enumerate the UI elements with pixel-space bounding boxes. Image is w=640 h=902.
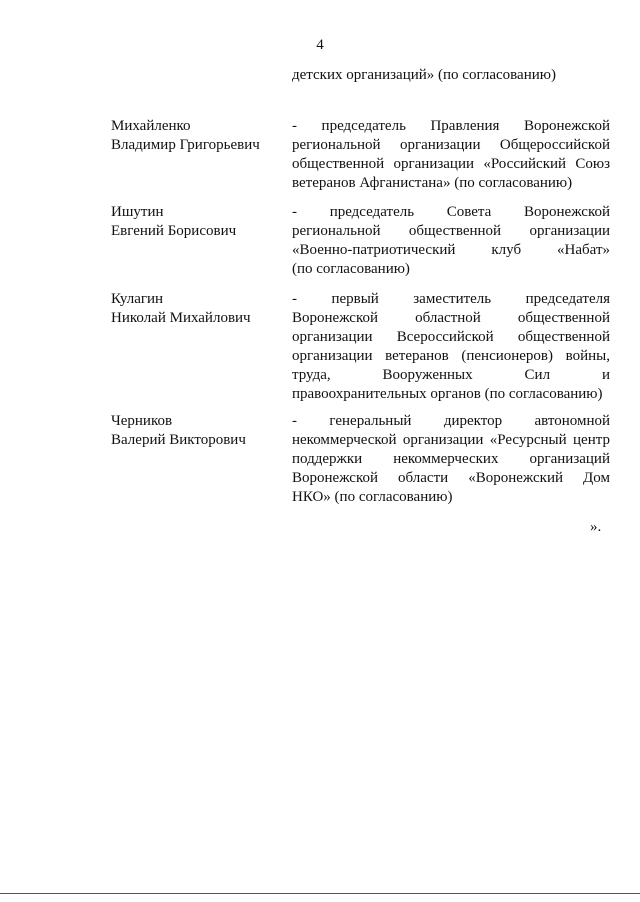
member-description bbox=[292, 117, 610, 193]
description-word: Воронежской bbox=[292, 310, 378, 326]
description-line bbox=[292, 260, 610, 279]
member-given-name: Николай Михайлович bbox=[111, 310, 251, 326]
description-word: и bbox=[601, 367, 610, 383]
description-line bbox=[292, 203, 610, 222]
description-line bbox=[292, 366, 610, 385]
description-word: центр bbox=[573, 432, 610, 448]
member-name bbox=[111, 290, 286, 328]
continuation-text: детских организаций» (по согласованию) bbox=[292, 67, 556, 83]
description-line bbox=[292, 431, 610, 450]
description-word: ветеранов bbox=[385, 348, 449, 364]
description-word: общественной bbox=[517, 329, 610, 345]
member-description bbox=[292, 203, 610, 279]
description-word: ветеранов Афганистана» (по согласованию) bbox=[292, 175, 573, 191]
description-word: председателя bbox=[525, 291, 610, 307]
description-line bbox=[292, 469, 610, 488]
description-word: организаций bbox=[529, 451, 610, 467]
description-line bbox=[292, 450, 610, 469]
description-line bbox=[292, 385, 610, 404]
description-word: труда, bbox=[292, 367, 331, 383]
description-line bbox=[292, 412, 610, 431]
description-word: общественной bbox=[517, 310, 610, 326]
description-word: директор bbox=[443, 413, 503, 429]
description-word: правоохранительных органов (по согласованию) bbox=[292, 386, 603, 402]
member-surname: Черников bbox=[111, 413, 173, 429]
description-word: Союз bbox=[575, 156, 610, 172]
description-line bbox=[292, 488, 610, 507]
member-name bbox=[111, 412, 286, 450]
closing-quote: ». bbox=[590, 519, 602, 535]
description-word: Дом bbox=[583, 470, 610, 486]
member-name bbox=[111, 203, 286, 241]
description-line bbox=[292, 174, 610, 193]
description-word: Вооруженных bbox=[382, 367, 473, 383]
description-line bbox=[292, 222, 610, 241]
footer-rule bbox=[0, 893, 640, 894]
description-word: (по согласованию) bbox=[292, 261, 410, 277]
member-surname: Михайленко bbox=[111, 118, 191, 134]
description-word: Правления bbox=[430, 118, 500, 134]
description-word: организации bbox=[292, 348, 373, 364]
member-surname: Ишутин bbox=[111, 204, 164, 220]
description-line bbox=[292, 309, 610, 328]
description-word: региональной bbox=[292, 137, 381, 153]
description-word: Совета bbox=[446, 204, 492, 220]
member-description bbox=[292, 290, 610, 404]
member-surname: Кулагин bbox=[111, 291, 164, 307]
description-word: «Ресурсный bbox=[489, 432, 567, 448]
description-word: автономной bbox=[534, 413, 610, 429]
description-word: Сил bbox=[524, 367, 551, 383]
description-word: НКО» (по согласованию) bbox=[292, 489, 453, 505]
description-line bbox=[292, 155, 610, 174]
description-word: «Военно-патриотический bbox=[292, 242, 456, 258]
description-word: некоммерческой bbox=[292, 432, 397, 448]
description-word: организации bbox=[399, 137, 481, 153]
description-word: клуб bbox=[491, 242, 522, 258]
member-given-name: Владимир Григорьевич bbox=[111, 137, 260, 153]
description-line bbox=[292, 241, 610, 260]
description-word: заместитель bbox=[413, 291, 492, 307]
member-description bbox=[292, 412, 610, 507]
description-word: некоммерческих bbox=[393, 451, 499, 467]
description-word: (пенсионеров) bbox=[461, 348, 554, 364]
description-line bbox=[292, 136, 610, 155]
description-word: организации bbox=[402, 432, 484, 448]
description-word: Воронежской bbox=[524, 118, 610, 134]
description-word: общественной bbox=[292, 156, 385, 172]
description-line bbox=[292, 117, 610, 136]
description-word: - bbox=[292, 118, 297, 134]
description-word: поддержки bbox=[292, 451, 363, 467]
description-word: - bbox=[292, 413, 297, 429]
description-word: Общероссийской bbox=[499, 137, 610, 153]
description-word: войны, bbox=[565, 348, 610, 364]
member-given-name: Евгений Борисович bbox=[111, 223, 237, 239]
description-word: области bbox=[398, 470, 449, 486]
description-word: «Набат» bbox=[557, 242, 610, 258]
description-word: председатель bbox=[321, 118, 406, 134]
description-word: - bbox=[292, 204, 297, 220]
description-word: Всероссийской bbox=[396, 329, 494, 345]
description-line bbox=[292, 328, 610, 347]
description-line bbox=[292, 290, 610, 309]
description-word: общественной bbox=[408, 223, 502, 239]
description-word: генеральный bbox=[329, 413, 412, 429]
description-word: первый bbox=[331, 291, 379, 307]
description-word: Воронежской bbox=[292, 470, 378, 486]
description-word: организации bbox=[529, 223, 610, 239]
description-word: - bbox=[292, 291, 297, 307]
description-word: «Российский bbox=[483, 156, 567, 172]
page-number: 4 bbox=[316, 37, 324, 53]
description-word: организации bbox=[292, 329, 373, 345]
description-word: организации bbox=[393, 156, 475, 172]
description-word: региональной bbox=[292, 223, 381, 239]
description-word: председатель bbox=[329, 204, 415, 220]
description-word: «Воронежский bbox=[468, 470, 564, 486]
member-name bbox=[111, 117, 286, 155]
description-word: Воронежской bbox=[524, 204, 610, 220]
description-line bbox=[292, 347, 610, 366]
description-word: областной bbox=[415, 310, 481, 326]
member-given-name: Валерий Викторович bbox=[111, 432, 246, 448]
